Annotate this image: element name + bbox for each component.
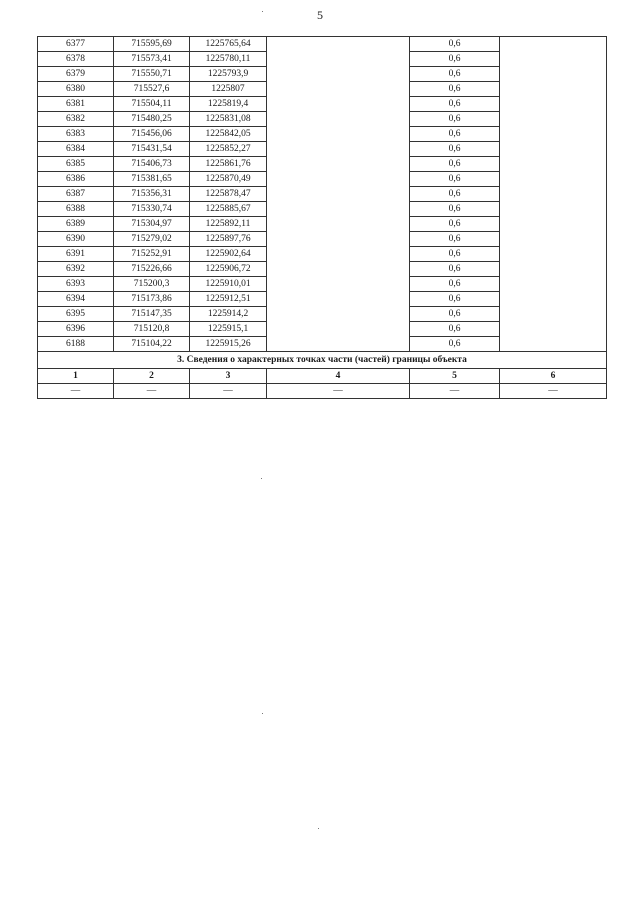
y-coordinate-cell: 1225831,08 [190, 112, 267, 127]
column-number: 6 [500, 369, 607, 384]
point-number-cell: 6379 [38, 67, 114, 82]
coordinates-table [37, 36, 607, 399]
x-coordinate-cell: 715200,3 [114, 277, 190, 292]
point-number-cell: 6396 [38, 322, 114, 337]
dash-cell: — [190, 384, 267, 399]
x-coordinate-cell: 715381,65 [114, 172, 190, 187]
y-coordinate-cell: 1225897,76 [190, 232, 267, 247]
coordinates-table-body [38, 37, 607, 352]
scan-speck [261, 478, 262, 479]
point-number-cell: 6390 [38, 232, 114, 247]
accuracy-cell: 0,6 [410, 202, 500, 217]
description-cell [267, 37, 410, 352]
point-number-cell: 6394 [38, 292, 114, 307]
x-coordinate-cell: 715504,11 [114, 97, 190, 112]
accuracy-cell: 0,6 [410, 127, 500, 142]
y-coordinate-cell: 1225914,2 [190, 307, 267, 322]
y-coordinate-cell: 1225906,72 [190, 262, 267, 277]
x-coordinate-cell: 715573,41 [114, 52, 190, 67]
accuracy-cell: 0,6 [410, 187, 500, 202]
point-number-cell: 6385 [38, 157, 114, 172]
dash-cell: — [267, 384, 410, 399]
y-coordinate-cell: 1225819,4 [190, 97, 267, 112]
y-coordinate-cell: 1225765,64 [190, 37, 267, 52]
x-coordinate-cell: 715330,74 [114, 202, 190, 217]
y-coordinate-cell: 1225910,01 [190, 277, 267, 292]
empty-data-row [38, 384, 607, 399]
y-coordinate-cell: 1225807 [190, 82, 267, 97]
point-number-cell: 6383 [38, 127, 114, 142]
y-coordinate-cell: 1225915,26 [190, 337, 267, 352]
accuracy-cell: 0,6 [410, 172, 500, 187]
point-number-cell: 6391 [38, 247, 114, 262]
accuracy-cell: 0,6 [410, 247, 500, 262]
accuracy-cell: 0,6 [410, 112, 500, 127]
accuracy-cell: 0,6 [410, 232, 500, 247]
point-number-cell: 6388 [38, 202, 114, 217]
y-coordinate-cell: 1225842,05 [190, 127, 267, 142]
y-coordinate-cell: 1225915,1 [190, 322, 267, 337]
point-number-cell: 6188 [38, 337, 114, 352]
scan-speck [262, 11, 263, 12]
y-coordinate-cell: 1225793,9 [190, 67, 267, 82]
x-coordinate-cell: 715527,6 [114, 82, 190, 97]
page-number: 5 [317, 8, 323, 22]
column-number: 3 [190, 369, 267, 384]
x-coordinate-cell: 715595,69 [114, 37, 190, 52]
point-number-cell: 6380 [38, 82, 114, 97]
point-number-cell: 6387 [38, 187, 114, 202]
accuracy-cell: 0,6 [410, 37, 500, 52]
accuracy-cell: 0,6 [410, 52, 500, 67]
accuracy-cell: 0,6 [410, 67, 500, 82]
section-3-title: 3. Сведения о характерных точках части (частей) границы объекта [38, 352, 607, 369]
point-number-cell: 6378 [38, 52, 114, 67]
y-coordinate-cell: 1225892,11 [190, 217, 267, 232]
x-coordinate-cell: 715104,22 [114, 337, 190, 352]
dash-cell: — [500, 384, 607, 399]
accuracy-cell: 0,6 [410, 307, 500, 322]
column-numbers-row [38, 369, 607, 384]
accuracy-cell: 0,6 [410, 157, 500, 172]
accuracy-cell: 0,6 [410, 337, 500, 352]
notes-cell [500, 37, 607, 352]
accuracy-cell: 0,6 [410, 262, 500, 277]
point-number-cell: 6393 [38, 277, 114, 292]
y-coordinate-cell: 1225852,27 [190, 142, 267, 157]
x-coordinate-cell: 715550,71 [114, 67, 190, 82]
accuracy-cell: 0,6 [410, 292, 500, 307]
y-coordinate-cell: 1225878,47 [190, 187, 267, 202]
x-coordinate-cell: 715456,06 [114, 127, 190, 142]
accuracy-cell: 0,6 [410, 217, 500, 232]
column-number: 1 [38, 369, 114, 384]
point-number-cell: 6395 [38, 307, 114, 322]
y-coordinate-cell: 1225885,67 [190, 202, 267, 217]
accuracy-cell: 0,6 [410, 277, 500, 292]
x-coordinate-cell: 715173,86 [114, 292, 190, 307]
y-coordinate-cell: 1225912,51 [190, 292, 267, 307]
x-coordinate-cell: 715431,54 [114, 142, 190, 157]
column-number: 4 [267, 369, 410, 384]
dash-cell: — [38, 384, 114, 399]
scan-speck [318, 828, 319, 829]
dash-cell: — [114, 384, 190, 399]
x-coordinate-cell: 715147,35 [114, 307, 190, 322]
accuracy-cell: 0,6 [410, 82, 500, 97]
x-coordinate-cell: 715279,02 [114, 232, 190, 247]
y-coordinate-cell: 1225870,49 [190, 172, 267, 187]
section-3-header-row [38, 352, 607, 369]
point-number-cell: 6386 [38, 172, 114, 187]
y-coordinate-cell: 1225902,64 [190, 247, 267, 262]
dash-cell: — [410, 384, 500, 399]
accuracy-cell: 0,6 [410, 322, 500, 337]
column-number: 5 [410, 369, 500, 384]
x-coordinate-cell: 715252,91 [114, 247, 190, 262]
x-coordinate-cell: 715120,8 [114, 322, 190, 337]
point-number-cell: 6392 [38, 262, 114, 277]
accuracy-cell: 0,6 [410, 142, 500, 157]
x-coordinate-cell: 715406,73 [114, 157, 190, 172]
column-number: 2 [114, 369, 190, 384]
point-number-cell: 6389 [38, 217, 114, 232]
table-row [38, 37, 607, 52]
point-number-cell: 6377 [38, 37, 114, 52]
scan-speck [262, 713, 263, 714]
point-number-cell: 6384 [38, 142, 114, 157]
y-coordinate-cell: 1225780,11 [190, 52, 267, 67]
y-coordinate-cell: 1225861,76 [190, 157, 267, 172]
x-coordinate-cell: 715480,25 [114, 112, 190, 127]
point-number-cell: 6381 [38, 97, 114, 112]
x-coordinate-cell: 715304,97 [114, 217, 190, 232]
x-coordinate-cell: 715226,66 [114, 262, 190, 277]
point-number-cell: 6382 [38, 112, 114, 127]
accuracy-cell: 0,6 [410, 97, 500, 112]
x-coordinate-cell: 715356,31 [114, 187, 190, 202]
